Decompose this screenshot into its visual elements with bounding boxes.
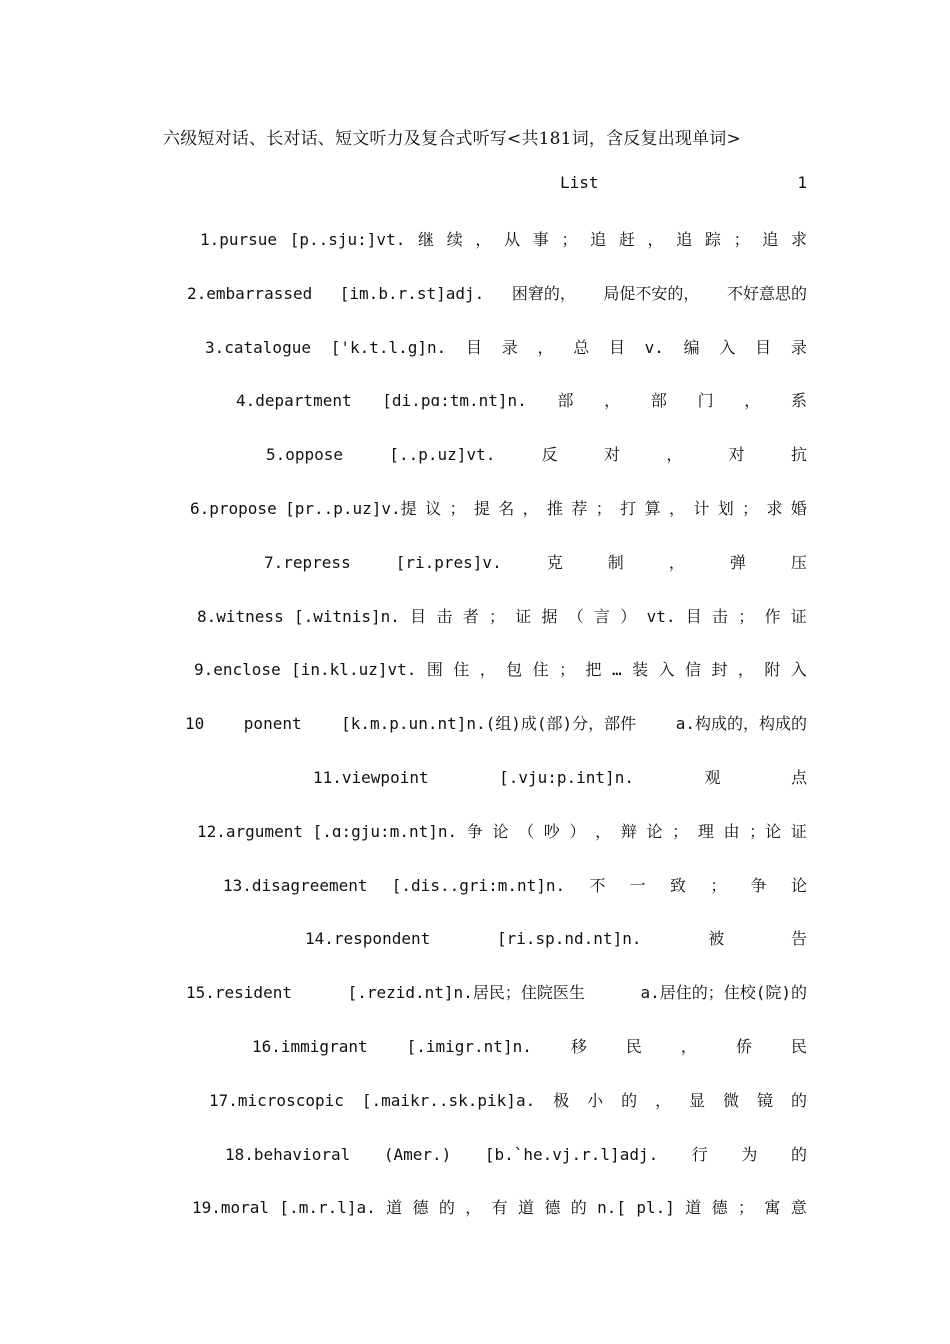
vocab-entry-6 [0, 496, 950, 550]
vocab-entry-segment: ； [449, 498, 466, 518]
vocab-entry-segment: 19.moral [192, 1198, 270, 1218]
vocab-entry-segment: 民 [790, 1036, 807, 1056]
vocab-entry-segment: 争 [466, 821, 483, 841]
vocab-entry-segment: 者 [462, 606, 479, 626]
vocab-entry-segment: 击 [711, 606, 728, 626]
vocab-entry-segment: ponent [243, 714, 302, 734]
vocab-entry-segment: 镜 [756, 1090, 773, 1110]
vocab-entry-text [264, 550, 807, 573]
vocab-entry-segment: 不好意思的 [726, 283, 807, 303]
vocab-entry-segment: 荐 [571, 498, 588, 518]
vocab-entry-segment: 继 [418, 230, 435, 249]
vocab-entry-segment: 德 [711, 1198, 728, 1218]
vocab-entry-segment: 信 [684, 660, 701, 680]
vocab-entry-segment: （ [518, 821, 535, 841]
vocab-entry-segment: 划 [717, 498, 734, 518]
vocab-entry-segment: 德 [544, 1198, 561, 1218]
vocab-entry-3 [0, 335, 950, 389]
vocab-entry-segment: 9.enclose [194, 660, 281, 680]
vocab-entry-segment: 录 [790, 337, 807, 357]
vocab-entry-segment: ； [561, 230, 578, 249]
vocab-entry-segment: ； [742, 498, 759, 518]
vocab-entry-18 [0, 1142, 950, 1196]
vocab-entry-segment: 据 [541, 606, 558, 626]
vocab-entry-segment: 压 [790, 552, 807, 572]
vocab-entry-segment: 住 [453, 660, 470, 680]
vocab-entry-segment: 系 [790, 391, 807, 411]
vocab-entry-2 [0, 281, 950, 335]
vocab-entry-segment: 算 [644, 498, 661, 518]
vocab-entry-text [190, 496, 807, 519]
vocab-entry-segment: ， [595, 821, 612, 841]
vocab-entry-segment: 移 [570, 1036, 587, 1056]
vocab-entry-segment: 民 [625, 1036, 642, 1056]
vocab-entry-segment: 10 [185, 714, 205, 734]
vocab-entry-segment: 封 [711, 660, 728, 680]
vocab-entry-segment: 目 [410, 606, 427, 626]
vocab-entry-segment: ， [604, 391, 621, 411]
vocab-entry-text [197, 604, 807, 627]
vocab-entry-segment: 抗 [790, 445, 807, 465]
vocab-entry-segment: [pr..p.uz]v.提 [285, 498, 417, 518]
vocab-entry-8 [0, 604, 950, 658]
vocab-entry-segment: [.ɑ:gju:m.nt]n. [312, 821, 458, 841]
vocab-entry-segment: 附 [764, 660, 781, 680]
vocab-entry-segment: 追 [762, 230, 779, 249]
vocab-entry-segment: 被 [708, 929, 725, 949]
vocab-entry-segment: 观 [704, 767, 721, 787]
vocab-entry-segment: 编 [683, 337, 700, 357]
vocab-entry-segment: 的 [438, 1198, 455, 1218]
vocab-entry-1 [0, 227, 950, 281]
vocab-entry-segment: 18.behavioral [225, 1144, 351, 1164]
vocab-entry-segment: 吵 [543, 821, 560, 841]
vocab-entry-segment: 的 [790, 1144, 807, 1164]
vocab-entry-segment: [im.b.r.st]adj. [339, 283, 485, 303]
vocab-entry-segment: 求 [790, 230, 807, 249]
vocab-entry-segment: [di.pɑ:tm.nt]n. [382, 391, 527, 411]
vocab-entry-segment: 论 [492, 821, 509, 841]
list-label: List [560, 173, 599, 192]
vocab-entry-segment: ； [559, 660, 576, 680]
vocab-entry-segment: ； [595, 498, 612, 518]
vocab-entry-segment: 7.repress [264, 552, 351, 572]
vocab-entry-segment: 告 [790, 929, 807, 949]
vocab-entry-16 [0, 1034, 950, 1088]
vocab-entry-7 [0, 550, 950, 604]
vocab-entry-segment: 门 [697, 391, 714, 411]
vocab-entry-segment: （ [567, 606, 584, 626]
vocab-entry-segment: 1.pursue [200, 230, 278, 249]
vocab-entry-text [185, 711, 807, 734]
vocab-entry-5 [0, 442, 950, 496]
vocab-entry-segment: [.witnis]n. [293, 606, 400, 626]
vocab-entry-text [209, 1088, 807, 1111]
vocab-entry-segment: 15.resident [186, 983, 292, 1003]
vocab-entry-segment: 道 [386, 1198, 403, 1218]
vocab-entry-segment: 入 [790, 660, 807, 680]
vocab-entry-text [197, 819, 807, 842]
vocab-entry-segment: 争 [750, 875, 767, 895]
vocab-entry-9 [0, 657, 950, 711]
vocab-entry-segment: 把 [585, 660, 602, 680]
vocab-entry-segment: 小 [587, 1090, 604, 1110]
vocab-entry-segment: 由 [723, 821, 740, 841]
vocab-entry-segment: 4.department [236, 391, 352, 411]
vocab-entry-text [186, 980, 807, 1003]
vocab-entry-segment: 17.microscopic [209, 1090, 344, 1110]
vocab-entry-segment: 议 [425, 498, 442, 518]
vocab-entry-segment: 目 [608, 337, 625, 357]
vocab-entry-segment: [b.`he.vj.r.l]adj. [484, 1144, 659, 1164]
vocab-entry-segment: 部 [557, 391, 574, 411]
vocab-entry-segment: 目 [755, 337, 772, 357]
vocab-entry-segment: 局促不安的， [603, 283, 700, 303]
vocab-entry-segment: … [611, 660, 622, 680]
vocab-entry-segment: ， [647, 230, 664, 249]
vocab-entry-segment: [.maikr..sk.pik]a. [361, 1090, 536, 1110]
vocab-entry-segment: ， [537, 337, 554, 357]
vocab-entry-segment: 寓 [764, 1198, 781, 1218]
vocab-entry-segment: 录 [501, 337, 518, 357]
vocab-entry-segment: 微 [723, 1090, 740, 1110]
vocab-entry-segment: ['k.t.l.g]n. [330, 337, 447, 357]
vocab-entry-text [252, 1034, 807, 1057]
vocab-entry-segment: 追 [590, 230, 607, 249]
vocab-entry-segment: 16.immigrant [252, 1036, 368, 1056]
vocab-entry-segment: 5.oppose [266, 445, 344, 465]
vocab-entry-segment: vt. [646, 606, 676, 626]
vocab-entry-segment: ， [479, 660, 496, 680]
vocab-entry-segment: 追 [676, 230, 693, 249]
vocab-entry-10 [0, 711, 950, 765]
vocab-entry-segment: 求 [766, 498, 783, 518]
vocab-entry-segment: 行 [691, 1144, 708, 1164]
vocab-entry-segment: 目 [685, 606, 702, 626]
vocab-entry-segment: ， [465, 1198, 482, 1218]
vocab-entry-segment: 制 [607, 552, 624, 572]
vocab-entry-segment: [in.kl.uz]vt. [291, 660, 417, 680]
vocab-entry-segment: 的 [790, 1090, 807, 1110]
vocab-entry-segment: 证 [790, 821, 807, 841]
vocab-entry-segment: 目 [466, 337, 483, 357]
vocab-entry-segment: 作 [764, 606, 781, 626]
vocab-entry-segment: [.imigr.nt]n. [406, 1036, 532, 1056]
vocab-entry-segment: [.dis..gri:m.nt]n. [391, 875, 566, 895]
vocab-entry-segment: 致 [670, 875, 687, 895]
vocab-entry-segment: 论 [790, 875, 807, 895]
vocab-entry-segment: 点 [790, 767, 807, 787]
vocab-entry-segment: ； [672, 821, 689, 841]
vocab-entry-segment: 打 [620, 498, 637, 518]
vocab-entry-segment: 证 [515, 606, 532, 626]
vocab-entry-segment: 反 [541, 445, 558, 465]
vocab-entry-segment: 事 [532, 230, 549, 249]
vocab-entry-segment: 11.viewpoint [313, 767, 429, 787]
vocab-entry-segment: 言 [594, 606, 611, 626]
vocab-entry-segment: ， [666, 445, 683, 465]
vocab-entry-segment: 侨 [735, 1036, 752, 1056]
vocab-entry-text [200, 227, 807, 250]
vocabulary-list [0, 227, 950, 1249]
vocab-entry-segment: [.rezid.nt]n.居民；住院医生 [347, 983, 585, 1003]
vocab-entry-segment: 6.propose [190, 498, 277, 518]
vocab-entry-segment: 一 [629, 875, 646, 895]
vocab-entry-segment: ；论 [749, 821, 782, 841]
vocab-entry-segment: 赶 [618, 230, 635, 249]
vocab-entry-segment: 的 [570, 1198, 587, 1218]
vocab-entry-segment: a.居住的；住校(院)的 [640, 983, 807, 1003]
vocab-entry-segment: ； [738, 606, 755, 626]
vocab-entry-segment: ， [668, 498, 685, 518]
vocab-entry-text [313, 765, 807, 788]
vocab-entry-segment: 提 [473, 498, 490, 518]
vocab-entry-segment: a.构成的，构成的 [675, 714, 807, 734]
vocab-entry-4 [0, 388, 950, 442]
vocab-entry-segment: 意 [790, 1198, 807, 1218]
vocab-entry-segment: 推 [547, 498, 564, 518]
vocab-entry-segment: 13.disagreement [223, 875, 368, 895]
vocab-entry-segment: [.vju:p.int]n. [499, 767, 634, 787]
vocab-entry-segment: pl.] [636, 1198, 675, 1218]
vocab-entry-segment: (Amer.) [383, 1144, 452, 1164]
vocab-entry-segment: ） [620, 606, 637, 626]
vocab-entry-segment: [ri.pres]v. [395, 552, 502, 572]
vocab-entry-segment: ） [569, 821, 586, 841]
vocab-entry-segment: 弹 [729, 552, 746, 572]
vocab-entry-segment: 对 [728, 445, 745, 465]
vocab-entry-segment: ， [737, 660, 754, 680]
vocab-entry-segment: 德 [412, 1198, 429, 1218]
vocab-entry-segment: [.m.r.l]a. [279, 1198, 376, 1218]
vocab-entry-segment: 围 [426, 660, 443, 680]
vocab-entry-segment: 包 [506, 660, 523, 680]
vocab-entry-segment: 入 [719, 337, 736, 357]
vocab-entry-segment: 婚 [790, 498, 807, 518]
vocab-entry-segment: [k.m.p.un.nt]n.(组)成(部)分，部件 [341, 714, 637, 734]
vocab-entry-segment: [ri.sp.nd.nt]n. [496, 929, 642, 949]
vocab-entry-text [266, 442, 807, 465]
vocab-entry-segment: [p..sju:]vt. [289, 230, 406, 249]
vocab-entry-15 [0, 980, 950, 1034]
vocab-entry-segment: 续 [446, 230, 463, 249]
vocab-entry-segment: ； [710, 875, 727, 895]
vocab-entry-segment: 8.witness [197, 606, 284, 626]
vocab-entry-text [187, 281, 807, 304]
vocab-entry-text [305, 926, 807, 949]
vocab-entry-segment: 2.embarrassed [187, 283, 313, 303]
vocab-entry-text [236, 388, 807, 411]
vocab-entry-segment: 从 [504, 230, 521, 249]
vocab-entry-19 [0, 1195, 950, 1249]
vocab-entry-segment: 极 [553, 1090, 570, 1110]
document-title: 六级短对话、长对话、短文听力及复合式听写<共181词，含反复出现单词> [163, 129, 741, 149]
list-number: 1 [797, 173, 807, 192]
vocab-entry-segment: 踪 [704, 230, 721, 249]
vocab-entry-segment: 不 [589, 875, 606, 895]
vocab-entry-segment: 有 [491, 1198, 508, 1218]
vocab-entry-segment: 入 [658, 660, 675, 680]
vocab-entry-segment: 道 [685, 1198, 702, 1218]
vocab-entry-segment: 12.argument [197, 821, 303, 841]
vocab-entry-segment: 理 [697, 821, 714, 841]
vocab-entry-segment: n.[ [597, 1198, 627, 1218]
vocab-entry-segment: 辩 [620, 821, 637, 841]
vocab-entry-segment: 14.respondent [305, 929, 431, 949]
vocab-entry-segment: 名 [498, 498, 515, 518]
vocab-entry-text [223, 873, 807, 896]
vocab-entry-segment: ， [744, 391, 761, 411]
vocab-entry-segment: 装 [632, 660, 649, 680]
vocab-entry-segment: 部 [650, 391, 667, 411]
vocab-entry-segment: 论 [646, 821, 663, 841]
vocab-entry-segment: [..p.uz]vt. [389, 445, 496, 465]
vocab-entry-segment: 显 [689, 1090, 706, 1110]
vocab-entry-segment: 住 [532, 660, 549, 680]
vocab-entry-text [225, 1142, 807, 1165]
vocab-entry-14 [0, 926, 950, 980]
vocab-entry-segment: ， [522, 498, 539, 518]
vocab-entry-text [205, 335, 807, 358]
vocab-entry-segment: 克 [546, 552, 563, 572]
vocab-entry-segment: ； [733, 230, 750, 249]
vocab-entry-segment: 3.catalogue [205, 337, 311, 357]
vocab-entry-17 [0, 1088, 950, 1142]
vocab-entry-segment: 道 [517, 1198, 534, 1218]
vocab-entry-segment: ； [738, 1198, 755, 1218]
vocab-entry-segment: ， [655, 1090, 672, 1110]
vocab-entry-13 [0, 873, 950, 927]
vocab-entry-segment: 击 [436, 606, 453, 626]
vocab-entry-segment: v. [644, 337, 664, 357]
vocab-entry-segment: 计 [693, 498, 710, 518]
vocab-entry-11 [0, 765, 950, 819]
vocab-entry-segment: ； [488, 606, 505, 626]
vocab-entry-segment: 为 [741, 1144, 758, 1164]
vocab-entry-segment: 证 [790, 606, 807, 626]
vocab-entry-segment: ， [475, 230, 492, 249]
vocab-entry-12 [0, 819, 950, 873]
vocab-entry-segment: 总 [573, 337, 590, 357]
vocab-entry-segment: ， [668, 552, 685, 572]
vocab-entry-text [194, 657, 807, 680]
vocab-entry-segment: 的 [621, 1090, 638, 1110]
vocab-entry-segment: 困窘的， [511, 283, 576, 303]
vocab-entry-text [192, 1195, 807, 1218]
vocab-entry-segment: 对 [603, 445, 620, 465]
vocab-entry-segment: ， [680, 1036, 697, 1056]
